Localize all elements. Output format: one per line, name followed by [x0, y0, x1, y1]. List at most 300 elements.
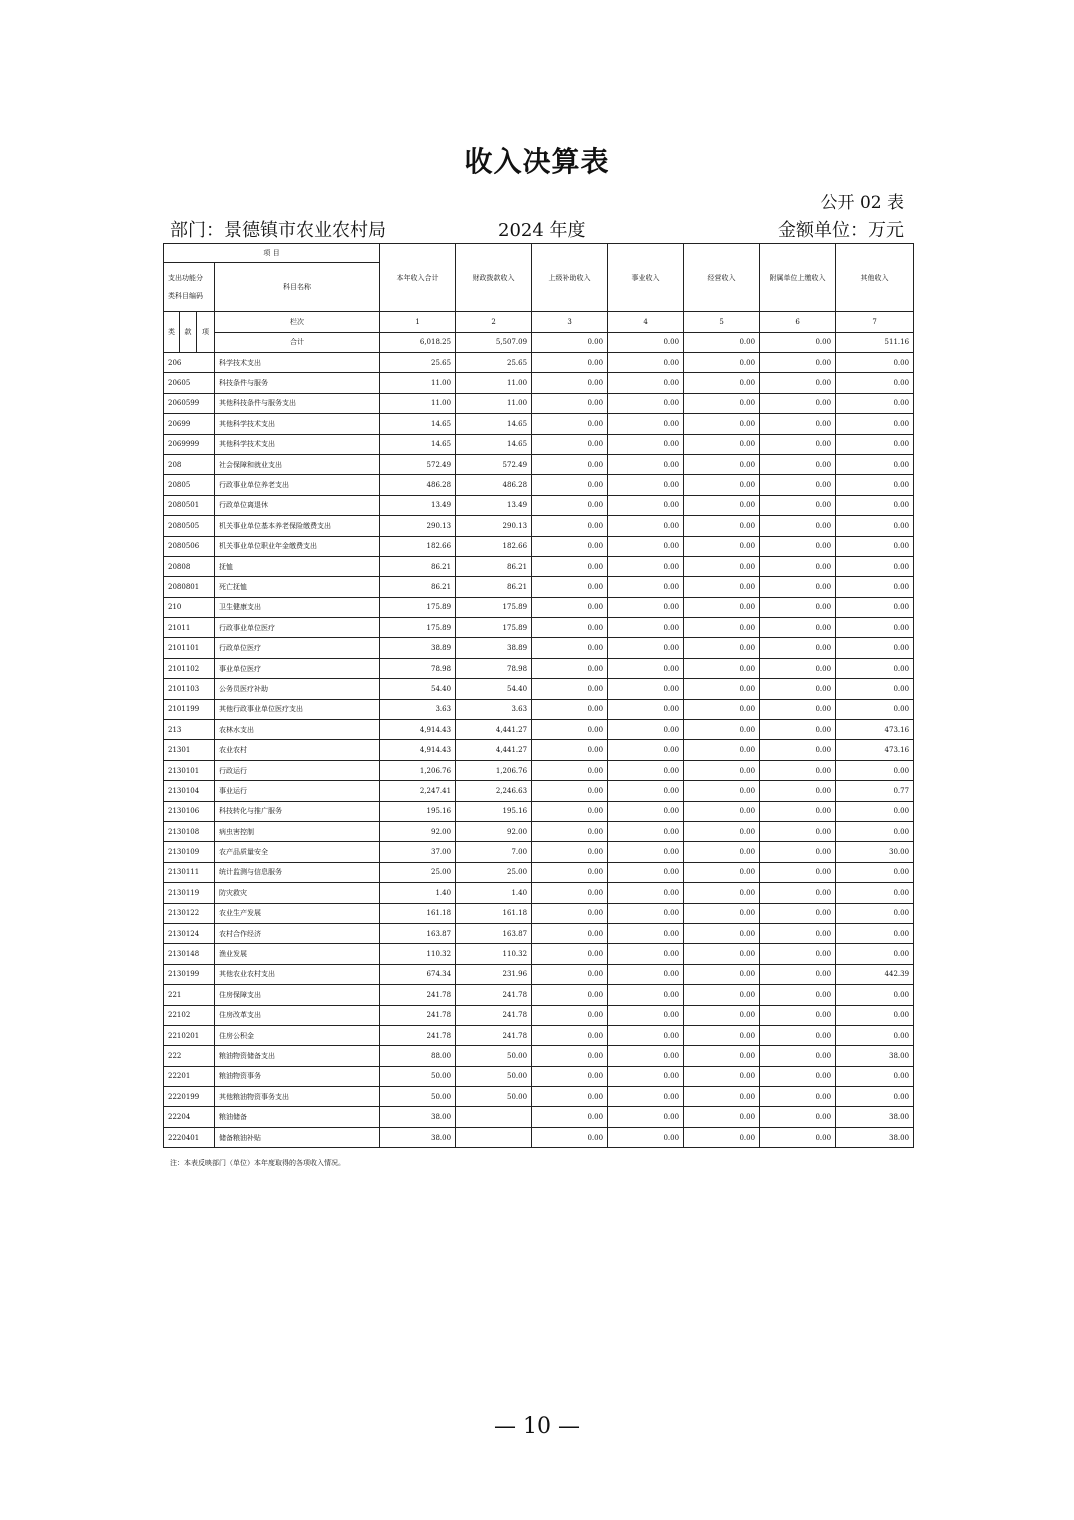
table-row: [164, 781, 914, 801]
subject-name: 统计监测与信息服务: [215, 862, 380, 882]
amount-cell: 0.00: [760, 964, 836, 984]
table-row: [164, 985, 914, 1005]
col-header-4: 事业收入: [608, 244, 684, 312]
amount-cell: 0.00: [608, 679, 684, 699]
table-row: [164, 679, 914, 699]
table-row: [164, 373, 914, 393]
amount-cell: 0.00: [532, 638, 608, 658]
table-row: [164, 740, 914, 760]
amount-cell: 0.00: [608, 740, 684, 760]
amount-cell: 0.00: [684, 353, 760, 373]
amount-cell: 1.40: [456, 883, 532, 903]
subject-code: 22102: [164, 1005, 215, 1025]
table-row: [164, 393, 914, 413]
amount-cell: 0.00: [836, 373, 914, 393]
amount-unit: 金额单位：万元: [778, 220, 904, 241]
subject-code: 206: [164, 353, 215, 373]
form-code: 公开 02 表: [820, 193, 904, 213]
col-number-2: 2: [456, 312, 532, 333]
amount-cell: 0.00: [532, 1127, 608, 1147]
amount-cell: 0.00: [760, 577, 836, 597]
subject-name: 行政单位医疗: [215, 638, 380, 658]
amount-cell: 0.00: [608, 373, 684, 393]
amount-cell: 0.00: [836, 638, 914, 658]
amount-cell: [456, 1127, 532, 1147]
amount-cell: 0.00: [684, 414, 760, 434]
amount-cell: 0.00: [684, 1005, 760, 1025]
amount-cell: 0.00: [836, 597, 914, 617]
amount-cell: 0.00: [684, 577, 760, 597]
subject-code: 2101103: [164, 679, 215, 699]
col-header-1: 本年收入合计: [380, 244, 456, 312]
table-row: [164, 536, 914, 556]
page-number: — 10 —: [494, 1414, 580, 1439]
amount-cell: 14.65: [456, 434, 532, 454]
subject-code: 222: [164, 1046, 215, 1066]
amount-cell: 38.00: [836, 1046, 914, 1066]
subject-code: 221: [164, 985, 215, 1005]
amount-cell: 0.00: [532, 720, 608, 740]
col-header-6: 附属单位上缴收入: [760, 244, 836, 312]
amount-cell: 0.00: [532, 1066, 608, 1086]
amount-cell: 0.00: [532, 393, 608, 413]
amount-cell: 0.00: [608, 699, 684, 719]
subject-name: 其他科学技术支出: [215, 414, 380, 434]
subject-name: 其他行政事业单位医疗支出: [215, 699, 380, 719]
amount-cell: 0.00: [608, 842, 684, 862]
subject-name: 住房公积金: [215, 1025, 380, 1045]
amount-cell: 0.00: [684, 475, 760, 495]
col-header-3: 上级补助收入: [532, 244, 608, 312]
table-row: [164, 944, 914, 964]
amount-cell: 175.89: [456, 597, 532, 617]
amount-cell: 0.00: [608, 597, 684, 617]
amount-cell: 241.78: [380, 985, 456, 1005]
amount-cell: 0.00: [608, 638, 684, 658]
amount-cell: 0.00: [760, 985, 836, 1005]
amount-cell: 0.00: [760, 883, 836, 903]
amount-cell: 290.13: [380, 516, 456, 536]
amount-cell: 14.65: [380, 414, 456, 434]
amount-cell: 0.00: [760, 556, 836, 576]
subject-code: 2130108: [164, 821, 215, 841]
subject-name: 科学技术支出: [215, 353, 380, 373]
table-row: [164, 923, 914, 943]
income-table: [163, 243, 914, 1148]
amount-cell: 0.00: [532, 1107, 608, 1127]
subject-code: 2130109: [164, 842, 215, 862]
amount-cell: 0.00: [608, 760, 684, 780]
amount-cell: 0.00: [532, 760, 608, 780]
subject-name: 行政运行: [215, 760, 380, 780]
amount-cell: 290.13: [456, 516, 532, 536]
amount-cell: 0.00: [684, 842, 760, 862]
amount-cell: 0.00: [760, 944, 836, 964]
table-row: [164, 1127, 914, 1147]
amount-cell: 182.66: [456, 536, 532, 556]
amount-cell: 0.00: [760, 801, 836, 821]
amount-cell: 0.00: [608, 1005, 684, 1025]
amount-cell: 0.00: [760, 862, 836, 882]
amount-cell: 3.63: [456, 699, 532, 719]
amount-cell: 0.00: [532, 1025, 608, 1045]
amount-cell: 0.00: [836, 556, 914, 576]
amount-cell: 11.00: [456, 393, 532, 413]
amount-cell: 0.00: [532, 597, 608, 617]
amount-cell: 86.21: [380, 556, 456, 576]
amount-cell: 0.00: [836, 760, 914, 780]
amount-cell: 0.00: [532, 883, 608, 903]
subject-name: 科技条件与服务: [215, 373, 380, 393]
amount-cell: 0.00: [684, 373, 760, 393]
lei-header: 类: [164, 312, 180, 353]
table-row: [164, 434, 914, 454]
amount-cell: 0.00: [760, 699, 836, 719]
table-row: [164, 1025, 914, 1045]
col-number-1: 1: [380, 312, 456, 333]
subject-name-header: 科目名称: [215, 263, 380, 312]
amount-cell: 0.00: [608, 883, 684, 903]
amount-cell: 0.00: [684, 760, 760, 780]
amount-cell: 0.00: [608, 414, 684, 434]
amount-cell: 0.00: [684, 923, 760, 943]
subject-code: 2101101: [164, 638, 215, 658]
col-number-5: 5: [684, 312, 760, 333]
amount-cell: 92.00: [380, 821, 456, 841]
amount-cell: 0.00: [684, 556, 760, 576]
amount-cell: 0.00: [608, 536, 684, 556]
amount-cell: 0.00: [836, 862, 914, 882]
amount-cell: 54.40: [380, 679, 456, 699]
amount-cell: 0.00: [684, 618, 760, 638]
amount-cell: 0.00: [684, 1087, 760, 1107]
subject-code: 2220199: [164, 1087, 215, 1107]
amount-cell: 0.00: [684, 597, 760, 617]
amount-cell: 0.00: [760, 618, 836, 638]
subject-code: 2101199: [164, 699, 215, 719]
amount-cell: 0.00: [608, 556, 684, 576]
table-row: [164, 801, 914, 821]
subject-code: 2130199: [164, 964, 215, 984]
amount-cell: 0.00: [608, 821, 684, 841]
amount-cell: 175.89: [380, 597, 456, 617]
item-header: 项 目: [164, 244, 380, 263]
subject-code: 20699: [164, 414, 215, 434]
amount-cell: 674.34: [380, 964, 456, 984]
amount-cell: 4,441.27: [456, 740, 532, 760]
amount-cell: 1,206.76: [456, 760, 532, 780]
amount-cell: 0.00: [532, 842, 608, 862]
amount-cell: 86.21: [380, 577, 456, 597]
table-row: [164, 862, 914, 882]
subject-name: 农产品质量安全: [215, 842, 380, 862]
amount-cell: 92.00: [456, 821, 532, 841]
amount-cell: 0.00: [684, 964, 760, 984]
amount-cell: 30.00: [836, 842, 914, 862]
subject-code: 2130122: [164, 903, 215, 923]
amount-cell: 0.00: [684, 821, 760, 841]
subject-code: 22201: [164, 1066, 215, 1086]
table-row: [164, 1005, 914, 1025]
amount-cell: 0.00: [684, 740, 760, 760]
amount-cell: 0.00: [532, 944, 608, 964]
page-title: 收入决算表: [464, 145, 610, 178]
amount-cell: 1,206.76: [380, 760, 456, 780]
amount-cell: 241.78: [456, 1025, 532, 1045]
amount-cell: 0.00: [760, 516, 836, 536]
subject-code: 2080501: [164, 495, 215, 515]
amount-cell: 11.00: [456, 373, 532, 393]
amount-cell: 0.00: [836, 699, 914, 719]
amount-cell: 0.00: [760, 821, 836, 841]
amount-cell: 0.00: [836, 883, 914, 903]
amount-cell: 175.89: [456, 618, 532, 638]
amount-cell: 0.00: [684, 720, 760, 740]
col-number-4: 4: [608, 312, 684, 333]
amount-cell: 14.65: [456, 414, 532, 434]
subject-code: 2130111: [164, 862, 215, 882]
amount-cell: 110.32: [456, 944, 532, 964]
amount-cell: 0.00: [608, 1087, 684, 1107]
amount-cell: 0.00: [760, 1087, 836, 1107]
amount-cell: 572.49: [380, 454, 456, 474]
amount-cell: 231.96: [456, 964, 532, 984]
total-value: 0.00: [532, 332, 608, 353]
table-row: [164, 1046, 914, 1066]
amount-cell: 0.00: [608, 618, 684, 638]
amount-cell: 78.98: [380, 658, 456, 678]
amount-cell: 0.00: [608, 516, 684, 536]
total-value: 0.00: [684, 332, 760, 353]
table-row: [164, 495, 914, 515]
amount-cell: 25.00: [456, 862, 532, 882]
subject-name: 储备粮油补贴: [215, 1127, 380, 1147]
amount-cell: 0.00: [760, 1025, 836, 1045]
amount-cell: 0.00: [684, 862, 760, 882]
amount-cell: 0.00: [608, 454, 684, 474]
amount-cell: 486.28: [380, 475, 456, 495]
amount-cell: 0.00: [608, 1107, 684, 1127]
table-row: [164, 577, 914, 597]
total-value: 0.00: [608, 332, 684, 353]
amount-cell: 0.00: [760, 1005, 836, 1025]
subject-name: 死亡抚恤: [215, 577, 380, 597]
subject-name: 农林水支出: [215, 720, 380, 740]
amount-cell: 0.00: [684, 1127, 760, 1147]
amount-cell: 110.32: [380, 944, 456, 964]
amount-cell: 0.00: [760, 475, 836, 495]
total-value: 5,507.09: [456, 332, 532, 353]
amount-cell: 0.00: [684, 1066, 760, 1086]
amount-cell: 0.00: [532, 985, 608, 1005]
amount-cell: 0.00: [532, 903, 608, 923]
amount-cell: 0.00: [608, 577, 684, 597]
amount-cell: 0.00: [836, 1005, 914, 1025]
table-row: [164, 1107, 914, 1127]
amount-cell: 0.00: [760, 1127, 836, 1147]
amount-cell: 7.00: [456, 842, 532, 862]
amount-cell: 486.28: [456, 475, 532, 495]
subject-code: 2130106: [164, 801, 215, 821]
col-number-7: 7: [836, 312, 914, 333]
subject-name: 行政单位离退休: [215, 495, 380, 515]
amount-cell: 0.00: [684, 434, 760, 454]
subject-code: 2080801: [164, 577, 215, 597]
amount-cell: 38.00: [836, 1107, 914, 1127]
subject-name: 行政事业单位医疗: [215, 618, 380, 638]
amount-cell: 0.00: [532, 577, 608, 597]
amount-cell: 0.00: [532, 1046, 608, 1066]
table-row: [164, 760, 914, 780]
table-row: [164, 516, 914, 536]
amount-cell: 50.00: [456, 1046, 532, 1066]
amount-cell: 25.65: [456, 353, 532, 373]
amount-cell: 0.00: [760, 923, 836, 943]
amount-cell: 0.00: [836, 1066, 914, 1086]
subject-name: 渔业发展: [215, 944, 380, 964]
amount-cell: 0.00: [532, 1005, 608, 1025]
amount-cell: 38.00: [380, 1107, 456, 1127]
amount-cell: 0.00: [532, 740, 608, 760]
total-value: 6,018.25: [380, 332, 456, 353]
amount-cell: 0.00: [760, 393, 836, 413]
amount-cell: 0.00: [608, 353, 684, 373]
amount-cell: 25.00: [380, 862, 456, 882]
amount-cell: 0.00: [684, 944, 760, 964]
subject-name: 农业农村: [215, 740, 380, 760]
col-header-7: 其他收入: [836, 244, 914, 312]
amount-cell: 2,247.41: [380, 781, 456, 801]
amount-cell: 0.00: [532, 618, 608, 638]
subject-code: 2130104: [164, 781, 215, 801]
subject-name: 粮油物资储备支出: [215, 1046, 380, 1066]
amount-cell: 0.00: [684, 638, 760, 658]
amount-cell: 0.00: [760, 1107, 836, 1127]
amount-cell: 25.65: [380, 353, 456, 373]
amount-cell: 0.00: [608, 1066, 684, 1086]
kuan-header: 款: [180, 312, 197, 353]
amount-cell: 0.00: [608, 658, 684, 678]
subject-name: 行政事业单位养老支出: [215, 475, 380, 495]
subject-code: 208: [164, 454, 215, 474]
subject-name: 其他科技条件与服务支出: [215, 393, 380, 413]
amount-cell: 0.00: [760, 720, 836, 740]
subject-code: 20805: [164, 475, 215, 495]
table-row: [164, 821, 914, 841]
col-number-6: 6: [760, 312, 836, 333]
amount-cell: 0.00: [836, 475, 914, 495]
amount-cell: 0.00: [760, 760, 836, 780]
amount-cell: 0.00: [532, 495, 608, 515]
table-row: [164, 1066, 914, 1086]
subject-name: 科技转化与推广服务: [215, 801, 380, 821]
amount-cell: 50.00: [380, 1087, 456, 1107]
amount-cell: 0.00: [760, 536, 836, 556]
amount-cell: 13.49: [456, 495, 532, 515]
total-label: 合计: [215, 332, 380, 353]
amount-cell: 4,441.27: [456, 720, 532, 740]
amount-cell: 241.78: [456, 985, 532, 1005]
amount-cell: 0.00: [608, 1127, 684, 1147]
amount-cell: 2,246.63: [456, 781, 532, 801]
amount-cell: 0.00: [836, 454, 914, 474]
amount-cell: 86.21: [456, 577, 532, 597]
subject-name: 事业运行: [215, 781, 380, 801]
amount-cell: 0.00: [760, 740, 836, 760]
amount-cell: 0.00: [532, 454, 608, 474]
amount-cell: 0.00: [836, 618, 914, 638]
amount-cell: 0.77: [836, 781, 914, 801]
subject-code: 2130101: [164, 760, 215, 780]
amount-cell: 0.00: [760, 842, 836, 862]
table-row: [164, 414, 914, 434]
amount-cell: 0.00: [608, 1025, 684, 1045]
amount-cell: 0.00: [836, 1025, 914, 1045]
table-row: [164, 903, 914, 923]
subject-name: 其他粮油物资事务支出: [215, 1087, 380, 1107]
amount-cell: 0.00: [608, 434, 684, 454]
amount-cell: 0.00: [532, 964, 608, 984]
amount-cell: 88.00: [380, 1046, 456, 1066]
amount-cell: 0.00: [684, 516, 760, 536]
amount-cell: 0.00: [760, 597, 836, 617]
amount-cell: 0.00: [684, 495, 760, 515]
subject-name: 其他科学技术支出: [215, 434, 380, 454]
amount-cell: 0.00: [684, 801, 760, 821]
total-value: 511.16: [836, 332, 914, 353]
subject-code: 213: [164, 720, 215, 740]
col-header-5: 经营收入: [684, 244, 760, 312]
amount-cell: 0.00: [836, 658, 914, 678]
amount-cell: 0.00: [836, 801, 914, 821]
subject-name: 粮油储备: [215, 1107, 380, 1127]
amount-cell: 0.00: [836, 923, 914, 943]
amount-cell: 50.00: [380, 1066, 456, 1086]
amount-cell: 0.00: [684, 883, 760, 903]
amount-cell: 0.00: [760, 373, 836, 393]
amount-cell: 0.00: [608, 964, 684, 984]
amount-cell: 0.00: [760, 1066, 836, 1086]
amount-cell: 4,914.43: [380, 720, 456, 740]
amount-cell: 0.00: [836, 434, 914, 454]
amount-cell: 0.00: [684, 985, 760, 1005]
amount-cell: 0.00: [532, 679, 608, 699]
table-row: [164, 883, 914, 903]
department: 部门：景德镇市农业农村局: [170, 220, 386, 241]
amount-cell: 0.00: [684, 781, 760, 801]
subject-name: 农业生产发展: [215, 903, 380, 923]
amount-cell: 78.98: [456, 658, 532, 678]
table-row: [164, 618, 914, 638]
table-row: [164, 556, 914, 576]
amount-cell: 195.16: [380, 801, 456, 821]
amount-cell: 161.18: [380, 903, 456, 923]
fiscal-year: 2024 年度: [498, 220, 586, 241]
amount-cell: 0.00: [684, 454, 760, 474]
amount-cell: 0.00: [760, 638, 836, 658]
amount-cell: 0.00: [684, 1107, 760, 1127]
amount-cell: 0.00: [760, 658, 836, 678]
table-row: [164, 658, 914, 678]
amount-cell: 0.00: [836, 414, 914, 434]
col-header-2: 财政拨款收入: [456, 244, 532, 312]
amount-cell: 38.00: [380, 1127, 456, 1147]
table-row: [164, 638, 914, 658]
subject-code: 22204: [164, 1107, 215, 1127]
amount-cell: 0.00: [608, 720, 684, 740]
amount-cell: [456, 1107, 532, 1127]
subject-code: 21301: [164, 740, 215, 760]
